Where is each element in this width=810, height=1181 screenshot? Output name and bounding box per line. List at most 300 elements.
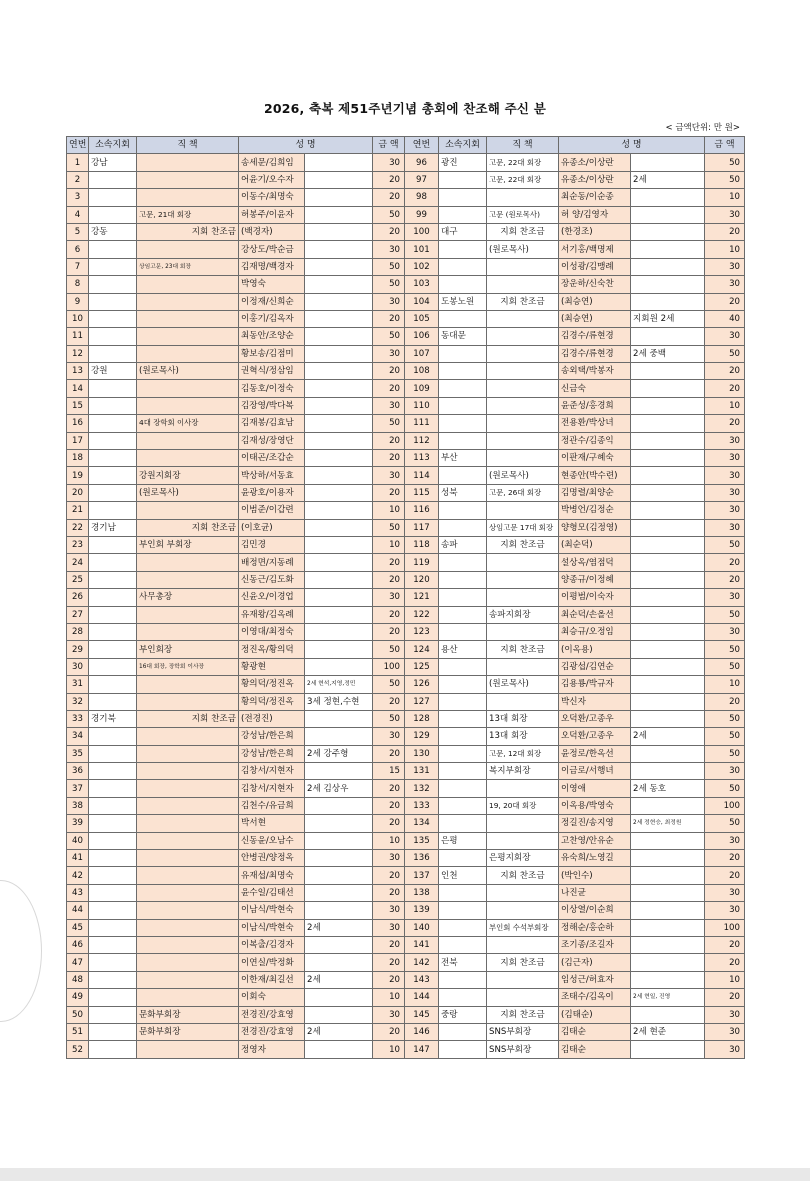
amount-left: 50: [373, 276, 405, 293]
branch-right: [439, 571, 487, 588]
extra-left: [305, 276, 373, 293]
row-number-right: 102: [405, 258, 439, 275]
donor-sheet: [66, 98, 744, 1059]
branch-right: [439, 989, 487, 1006]
position-right: [487, 832, 559, 849]
table-row: [67, 658, 745, 675]
name-left: (전경진): [239, 710, 305, 727]
table-row: [67, 328, 745, 345]
row-number-right: 133: [405, 797, 439, 814]
position-left: [137, 606, 239, 623]
extra-left: 2세: [305, 1023, 373, 1040]
table-row: [67, 554, 745, 571]
branch-left: [89, 241, 137, 258]
row-number-right: 112: [405, 432, 439, 449]
name-right: 유종소/이상란: [559, 154, 631, 171]
extra-right: [631, 1041, 705, 1058]
position-right: 지회 찬조금: [487, 536, 559, 553]
row-number-left: 30: [67, 658, 89, 675]
name-left: 전경진/강효영: [239, 1023, 305, 1040]
branch-left: [89, 310, 137, 327]
position-left: 지회 찬조금: [137, 519, 239, 536]
position-right: [487, 884, 559, 901]
name-right: 김용룡/박규자: [559, 676, 631, 693]
row-number-right: 139: [405, 902, 439, 919]
position-right: [487, 780, 559, 797]
amount-right: 20: [705, 867, 745, 884]
branch-right: 중랑: [439, 1006, 487, 1023]
row-number-right: 121: [405, 589, 439, 606]
amount-right: 30: [705, 328, 745, 345]
row-number-left: 21: [67, 502, 89, 519]
row-number-right: 131: [405, 763, 439, 780]
branch-left: [89, 1023, 137, 1040]
amount-left: 20: [373, 745, 405, 762]
amount-left: 50: [373, 258, 405, 275]
extra-right: [631, 432, 705, 449]
table-row: [67, 763, 745, 780]
branch-right: [439, 554, 487, 571]
table-row: [67, 432, 745, 449]
branch-left: [89, 432, 137, 449]
name-left: 황광현: [239, 658, 305, 675]
name-right: 최순덕/손올선: [559, 606, 631, 623]
name-right: 정길진/송지영: [559, 815, 631, 832]
position-right: [487, 328, 559, 345]
name-right: 이성광/김맹례: [559, 258, 631, 275]
position-left: [137, 971, 239, 988]
branch-left: [89, 206, 137, 223]
amount-left: 20: [373, 954, 405, 971]
position-left: [137, 1041, 239, 1058]
row-number-right: 111: [405, 415, 439, 432]
row-number-left: 51: [67, 1023, 89, 1040]
amount-left: 20: [373, 936, 405, 953]
position-right: 고문, 22대 회장: [487, 171, 559, 188]
name-left: 윤수일/김태선: [239, 884, 305, 901]
amount-right: 30: [705, 902, 745, 919]
amount-right: 30: [705, 884, 745, 901]
amount-left: 30: [373, 293, 405, 310]
position-left: 지회 찬조금: [137, 710, 239, 727]
table-row: [67, 1023, 745, 1040]
branch-left: [89, 328, 137, 345]
table-row: [67, 502, 745, 519]
extra-right: [631, 397, 705, 414]
position-right: (원로목사): [487, 676, 559, 693]
amount-right: 30: [705, 519, 745, 536]
table-row: [67, 884, 745, 901]
table-row: [67, 745, 745, 762]
row-number-left: 16: [67, 415, 89, 432]
branch-left: [89, 345, 137, 362]
position-left: [137, 936, 239, 953]
extra-right: [631, 415, 705, 432]
name-right: (이옥용): [559, 641, 631, 658]
branch-left: 강원: [89, 363, 137, 380]
table-row: [67, 154, 745, 171]
amount-right: 30: [705, 1006, 745, 1023]
extra-left: [305, 606, 373, 623]
row-number-left: 4: [67, 206, 89, 223]
position-left: [137, 310, 239, 327]
position-right: SNS부회장: [487, 1023, 559, 1040]
table-row: [67, 363, 745, 380]
row-number-left: 15: [67, 397, 89, 414]
row-number-left: 10: [67, 310, 89, 327]
extra-right: [631, 554, 705, 571]
row-number-right: 147: [405, 1041, 439, 1058]
position-right: 13대 회장: [487, 710, 559, 727]
extra-right: [631, 710, 705, 727]
name-left: 송세문/김희임: [239, 154, 305, 171]
extra-left: [305, 206, 373, 223]
position-right: 지회 찬조금: [487, 293, 559, 310]
table-row: [67, 850, 745, 867]
branch-right: [439, 310, 487, 327]
table-row: [67, 276, 745, 293]
position-left: [137, 780, 239, 797]
name-left: 황의덕/정진옥: [239, 693, 305, 710]
table-row: [67, 415, 745, 432]
extra-left: [305, 763, 373, 780]
amount-right: 50: [705, 658, 745, 675]
branch-right: [439, 1023, 487, 1040]
name-right: (박인수): [559, 867, 631, 884]
extra-right: 2세 정현승, 최정원: [631, 815, 705, 832]
name-right: 양종규/이정혜: [559, 571, 631, 588]
extra-left: [305, 658, 373, 675]
name-left: 유재섭/최명숙: [239, 867, 305, 884]
extra-right: [631, 658, 705, 675]
row-number-left: 32: [67, 693, 89, 710]
position-left: [137, 850, 239, 867]
amount-right: 20: [705, 363, 745, 380]
bottom-bar: [0, 1168, 810, 1181]
position-right: [487, 258, 559, 275]
branch-right: [439, 589, 487, 606]
position-left: [137, 797, 239, 814]
header-no-left: 연번: [67, 137, 89, 154]
position-right: [487, 345, 559, 362]
position-right: 지회 찬조금: [487, 641, 559, 658]
amount-left: 20: [373, 623, 405, 640]
extra-right: [631, 293, 705, 310]
name-right: 임성근/허효자: [559, 971, 631, 988]
extra-right: 2세: [631, 728, 705, 745]
branch-right: 용산: [439, 641, 487, 658]
name-right: 김태순: [559, 1023, 631, 1040]
branch-right: [439, 763, 487, 780]
branch-right: [439, 658, 487, 675]
name-right: 최승규/오정임: [559, 623, 631, 640]
row-number-right: 141: [405, 936, 439, 953]
table-row: [67, 241, 745, 258]
name-left: 이한재/최길선: [239, 971, 305, 988]
header-position-left: 직 책: [137, 137, 239, 154]
amount-left: 20: [373, 571, 405, 588]
name-right: (최승연): [559, 293, 631, 310]
branch-left: [89, 502, 137, 519]
branch-left: [89, 397, 137, 414]
extra-left: [305, 519, 373, 536]
position-right: [487, 693, 559, 710]
row-number-right: 143: [405, 971, 439, 988]
position-left: [137, 171, 239, 188]
position-left: [137, 693, 239, 710]
table-row: [67, 971, 745, 988]
amount-right: 50: [705, 745, 745, 762]
position-right: [487, 571, 559, 588]
branch-left: [89, 571, 137, 588]
position-left: [137, 832, 239, 849]
row-number-right: 118: [405, 536, 439, 553]
extra-left: [305, 989, 373, 1006]
amount-left: 30: [373, 902, 405, 919]
position-left: [137, 345, 239, 362]
row-number-left: 13: [67, 363, 89, 380]
extra-left: [305, 380, 373, 397]
position-right: 고문 (원로목사): [487, 206, 559, 223]
branch-right: [439, 606, 487, 623]
table-row: [67, 797, 745, 814]
position-left: [137, 867, 239, 884]
name-right: 양형모(김정영): [559, 519, 631, 536]
row-number-right: 104: [405, 293, 439, 310]
branch-right: 부산: [439, 450, 487, 467]
branch-right: [439, 623, 487, 640]
name-left: 강상도/박순금: [239, 241, 305, 258]
extra-left: [305, 954, 373, 971]
name-left: 강성남/한은희: [239, 745, 305, 762]
branch-right: [439, 241, 487, 258]
branch-right: [439, 171, 487, 188]
branch-right: [439, 850, 487, 867]
amount-left: 20: [373, 780, 405, 797]
amount-left: 20: [373, 971, 405, 988]
amount-left: 50: [373, 519, 405, 536]
row-number-right: 105: [405, 310, 439, 327]
name-right: 이평범/이숙자: [559, 589, 631, 606]
table-row: [67, 380, 745, 397]
name-right: (최순덕): [559, 536, 631, 553]
position-left: [137, 554, 239, 571]
row-number-right: 128: [405, 710, 439, 727]
table-row: [67, 902, 745, 919]
name-right: 윤준성/홍경희: [559, 397, 631, 414]
row-number-right: 138: [405, 884, 439, 901]
amount-left: 20: [373, 867, 405, 884]
name-right: 장운하/신숙찬: [559, 276, 631, 293]
table-row: [67, 832, 745, 849]
extra-left: [305, 328, 373, 345]
amount-right: 20: [705, 989, 745, 1006]
position-right: [487, 450, 559, 467]
extra-right: [631, 797, 705, 814]
position-left: [137, 919, 239, 936]
row-number-right: 130: [405, 745, 439, 762]
position-left: 강원지회장: [137, 467, 239, 484]
amount-right: 50: [705, 171, 745, 188]
extra-left: [305, 589, 373, 606]
amount-right: 50: [705, 815, 745, 832]
table-row: [67, 293, 745, 310]
branch-right: [439, 258, 487, 275]
branch-left: [89, 902, 137, 919]
name-left: 김장영/박다복: [239, 397, 305, 414]
extra-right: [631, 763, 705, 780]
branch-right: 인천: [439, 867, 487, 884]
extra-right: [631, 241, 705, 258]
branch-right: [439, 519, 487, 536]
position-right: [487, 989, 559, 1006]
position-right: 지회 찬조금: [487, 867, 559, 884]
table-row: [67, 223, 745, 240]
position-right: [487, 189, 559, 206]
position-right: (원로목사): [487, 241, 559, 258]
name-right: 설상옥/염점덕: [559, 554, 631, 571]
branch-right: 도봉노원: [439, 293, 487, 310]
position-left: [137, 676, 239, 693]
row-number-left: 19: [67, 467, 89, 484]
name-left: 황보송/김점미: [239, 345, 305, 362]
branch-right: 전북: [439, 954, 487, 971]
branch-left: [89, 832, 137, 849]
row-number-right: 136: [405, 850, 439, 867]
extra-left: [305, 415, 373, 432]
table-row: [67, 258, 745, 275]
row-number-left: 47: [67, 954, 89, 971]
row-number-right: 101: [405, 241, 439, 258]
name-left: 김천수/유금희: [239, 797, 305, 814]
row-number-left: 2: [67, 171, 89, 188]
name-right: 유종소/이상란: [559, 171, 631, 188]
branch-right: [439, 780, 487, 797]
branch-left: [89, 867, 137, 884]
amount-left: 50: [373, 710, 405, 727]
name-right: 현종안(박수련): [559, 467, 631, 484]
name-right: (최승연): [559, 310, 631, 327]
table-row: [67, 206, 745, 223]
amount-right: 20: [705, 693, 745, 710]
name-right: 이판재/구혜숙: [559, 450, 631, 467]
branch-left: [89, 850, 137, 867]
name-left: 정영자: [239, 1041, 305, 1058]
amount-right: 40: [705, 310, 745, 327]
branch-left: [89, 728, 137, 745]
branch-left: [89, 380, 137, 397]
name-left: 황의덕/정진옥: [239, 676, 305, 693]
amount-left: 20: [373, 693, 405, 710]
position-left: [137, 276, 239, 293]
amount-left: 10: [373, 1041, 405, 1058]
extra-right: [631, 936, 705, 953]
row-number-left: 45: [67, 919, 89, 936]
sheet-title: 2026, 축복 제51주년기념 총회에 찬조해 주신 분: [263, 101, 547, 116]
amount-right: 30: [705, 589, 745, 606]
amount-right: 50: [705, 345, 745, 362]
table-row: [67, 1041, 745, 1058]
branch-left: [89, 171, 137, 188]
position-right: 지회 찬조금: [487, 954, 559, 971]
branch-left: [89, 293, 137, 310]
amount-right: 30: [705, 450, 745, 467]
extra-left: [305, 467, 373, 484]
extra-right: [631, 484, 705, 501]
extra-right: 2세: [631, 171, 705, 188]
row-number-left: 39: [67, 815, 89, 832]
row-number-right: 127: [405, 693, 439, 710]
name-right: 이옥용/박영숙: [559, 797, 631, 814]
name-right: (김태순): [559, 1006, 631, 1023]
table-row: [67, 780, 745, 797]
amount-right: 20: [705, 293, 745, 310]
name-left: 이영대/최정숙: [239, 623, 305, 640]
table-row: [67, 815, 745, 832]
position-left: [137, 380, 239, 397]
extra-left: [305, 554, 373, 571]
position-left: [137, 728, 239, 745]
table-row: [67, 467, 745, 484]
extra-right: [631, 832, 705, 849]
row-number-left: 20: [67, 484, 89, 501]
extra-right: 지회원 2세: [631, 310, 705, 327]
name-left: 배정면/지동례: [239, 554, 305, 571]
position-left: 부인회 부회장: [137, 536, 239, 553]
row-number-right: 114: [405, 467, 439, 484]
amount-right: 30: [705, 623, 745, 640]
circle-decoration: [0, 880, 42, 1022]
row-number-left: 18: [67, 450, 89, 467]
row-number-right: 100: [405, 223, 439, 240]
amount-left: 20: [373, 380, 405, 397]
position-right: [487, 936, 559, 953]
name-right: 조기종/조길자: [559, 936, 631, 953]
table-row: [67, 936, 745, 953]
row-number-left: 5: [67, 223, 89, 240]
name-right: 김태순: [559, 1041, 631, 1058]
branch-left: [89, 919, 137, 936]
amount-left: 20: [373, 432, 405, 449]
amount-right: 100: [705, 919, 745, 936]
branch-right: [439, 380, 487, 397]
row-number-left: 14: [67, 380, 89, 397]
name-right: 박병언/김정순: [559, 502, 631, 519]
extra-right: [631, 623, 705, 640]
row-number-left: 38: [67, 797, 89, 814]
extra-left: [305, 710, 373, 727]
position-left: 4대 장학회 이사장: [137, 415, 239, 432]
header-position-right: 직 책: [487, 137, 559, 154]
extra-right: [631, 154, 705, 171]
name-right: 김광섭/김연순: [559, 658, 631, 675]
amount-left: 20: [373, 363, 405, 380]
branch-right: 광진: [439, 154, 487, 171]
amount-right: 20: [705, 571, 745, 588]
row-number-left: 41: [67, 850, 89, 867]
extra-left: 2세 강주형: [305, 745, 373, 762]
name-left: 유재왕/김옥례: [239, 606, 305, 623]
position-right: 고문, 26대 회장: [487, 484, 559, 501]
branch-left: [89, 467, 137, 484]
amount-right: 30: [705, 1023, 745, 1040]
row-number-right: 124: [405, 641, 439, 658]
position-left: (원로목사): [137, 363, 239, 380]
table-row: [67, 571, 745, 588]
amount-left: 50: [373, 676, 405, 693]
branch-left: [89, 589, 137, 606]
position-left: [137, 902, 239, 919]
